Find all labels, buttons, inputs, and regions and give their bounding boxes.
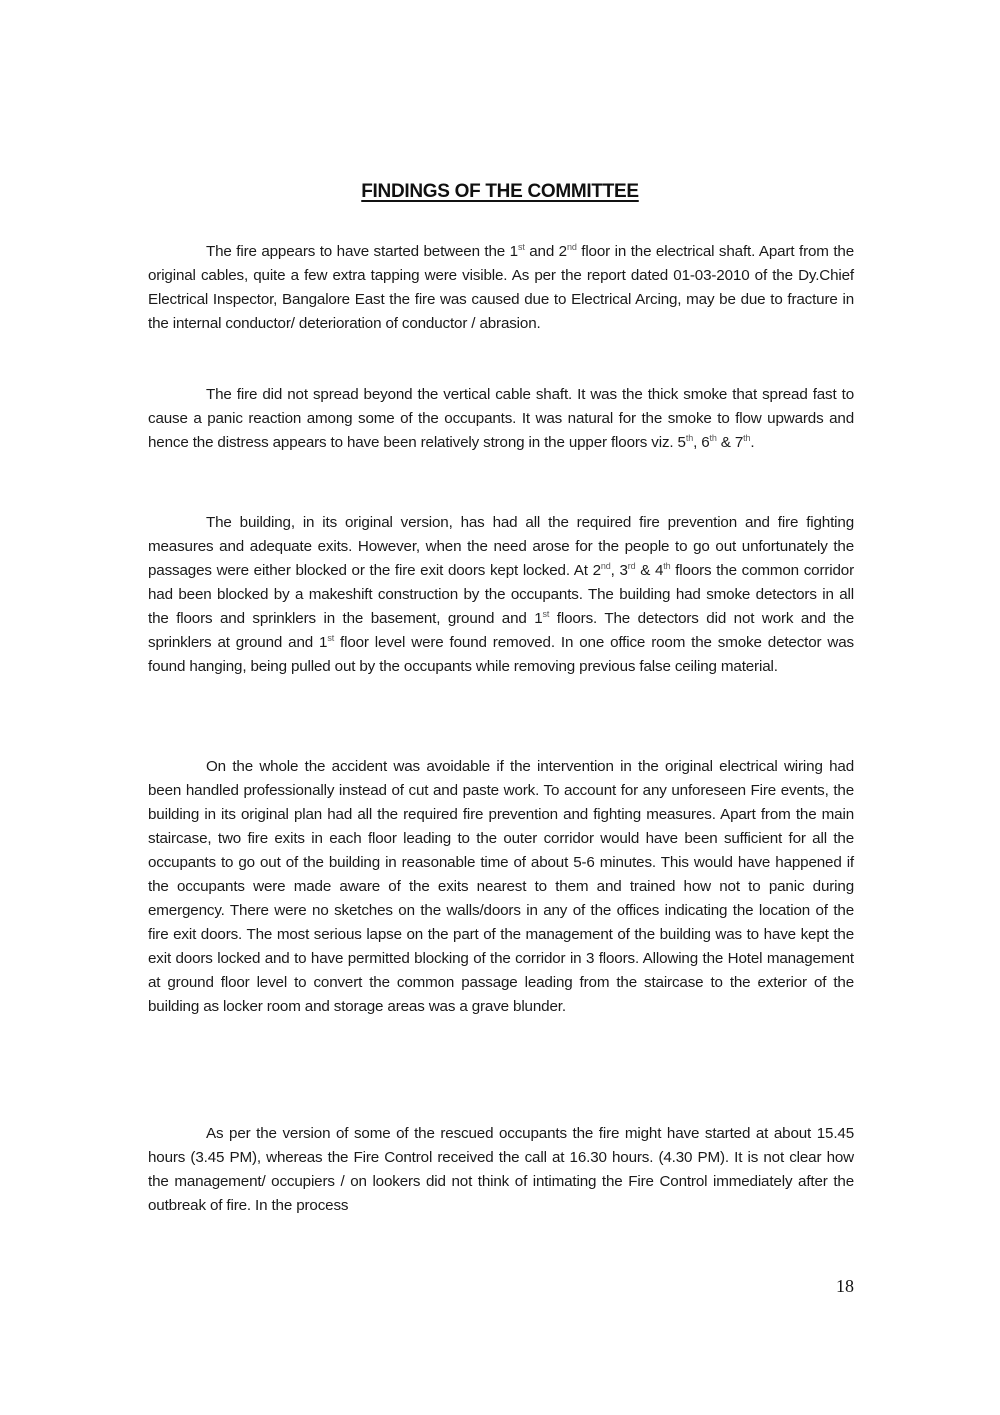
paragraph-text: & 7 bbox=[716, 434, 744, 451]
paragraph-text: floor in the electrical shaft. Apart from the original cables, quite a few extra tapping were visible. As per the report dated 01-03-2010 of the Dy.Chief Electrical Inspector, Bangalore East the fire was caused due to Electrical Arcing, may be due to fracture in the internal conductor/ deterioration of conductor / abrasion. bbox=[148, 243, 854, 332]
paragraph-5 bbox=[148, 1122, 854, 1218]
ordinal-suffix: th bbox=[685, 433, 694, 443]
ordinal-suffix: st bbox=[327, 633, 335, 643]
paragraph-text: The fire did not spread beyond the vertical cable shaft. It was the thick smoke that spread fast to cause a panic reaction among some of the occupants. It was natural for the smoke to flow upwards and hence the distress appears to have been relatively strong in the upper floors viz. 5 bbox=[148, 386, 854, 451]
paragraph-4 bbox=[148, 755, 854, 1019]
paragraph-text: and 2 bbox=[524, 243, 567, 260]
ordinal-suffix: nd bbox=[566, 242, 577, 252]
paragraph-1 bbox=[148, 240, 854, 336]
paragraph-text: The building, in its original version, has had all the required fire prevention and fire fighting measures and adequate exits. However, when the need arose for the people to go out unfortunately the passages were either blocked or the fire exit doors kept locked. At 2 bbox=[148, 514, 854, 579]
ordinal-suffix: st bbox=[542, 609, 550, 619]
ordinal-suffix: st bbox=[517, 242, 525, 252]
paragraph-text: floors. The detectors did not work and the sprinklers at ground and 1 bbox=[148, 610, 854, 651]
paragraph-text: The fire appears to have started between the 1 bbox=[206, 243, 518, 260]
ordinal-suffix: th bbox=[663, 561, 671, 571]
paragraph-2 bbox=[148, 383, 854, 455]
paragraph-text: & 4 bbox=[635, 562, 664, 579]
paragraph-text: On the whole the accident was avoidable if the intervention in the original electrical wiring had been handled professionally instead of cut and paste work. To account for any unforeseen Fire events, the building in its original plan had all the required fire prevention and fighting measures. Apart from the main staircase, two fire exits in each floor leading to the outer corridor would have been sufficient for all the occupants to go out of the building in reasonable time of about 5-6 minutes. This would have happened if the occupants were made aware of the exits nearest to them and trained how not to panic during emergency. There were no sketches on the walls/doors in any of the offices indicating the location of the fire exit doors. The most serious lapse on the part of the management of the building was to have kept the exit doors locked and to have permitted blocking of the corridor in 3 floors. Allowing the Hotel management at ground floor level to convert the common passage leading from the staircase to the exterior of the building as locker room and storage areas was a grave blunder. bbox=[148, 758, 854, 1015]
paragraph-3 bbox=[148, 511, 854, 679]
page-title-text: FINDINGS OF THE COMMITTEE bbox=[361, 181, 639, 202]
paragraph-text: As per the version of some of the rescued occupants the fire might have started at about 15.45 hours (3.45 PM), whereas the Fire Control received the call at 16.30 hours. (4.30 PM). It is not clear how the management/ occupiers / on lookers did not think of intimating the Fire Control immediately after the outbreak of fire. In the process bbox=[148, 1125, 854, 1214]
page-number: 18 bbox=[836, 1276, 854, 1296]
paragraph-text: , 3 bbox=[610, 562, 628, 579]
paragraph-text: . bbox=[750, 434, 755, 451]
ordinal-suffix: nd bbox=[600, 561, 611, 571]
paragraph-text: floor level were found removed. In one office room the smoke detector was found hanging, being pulled out by the occupants while removing previous false ceiling material. bbox=[148, 634, 854, 675]
ordinal-suffix: rd bbox=[627, 561, 636, 571]
ordinal-suffix: th bbox=[743, 433, 751, 443]
paragraph-text: floors the common corridor had been blocked by a makeshift construction by the occupants. The building had smoke detectors in all the floors and sprinklers in the basement, ground and 1 bbox=[148, 562, 855, 627]
ordinal-suffix: th bbox=[709, 433, 717, 443]
paragraph-text: , 6 bbox=[693, 434, 710, 451]
page-title bbox=[0, 181, 1000, 203]
